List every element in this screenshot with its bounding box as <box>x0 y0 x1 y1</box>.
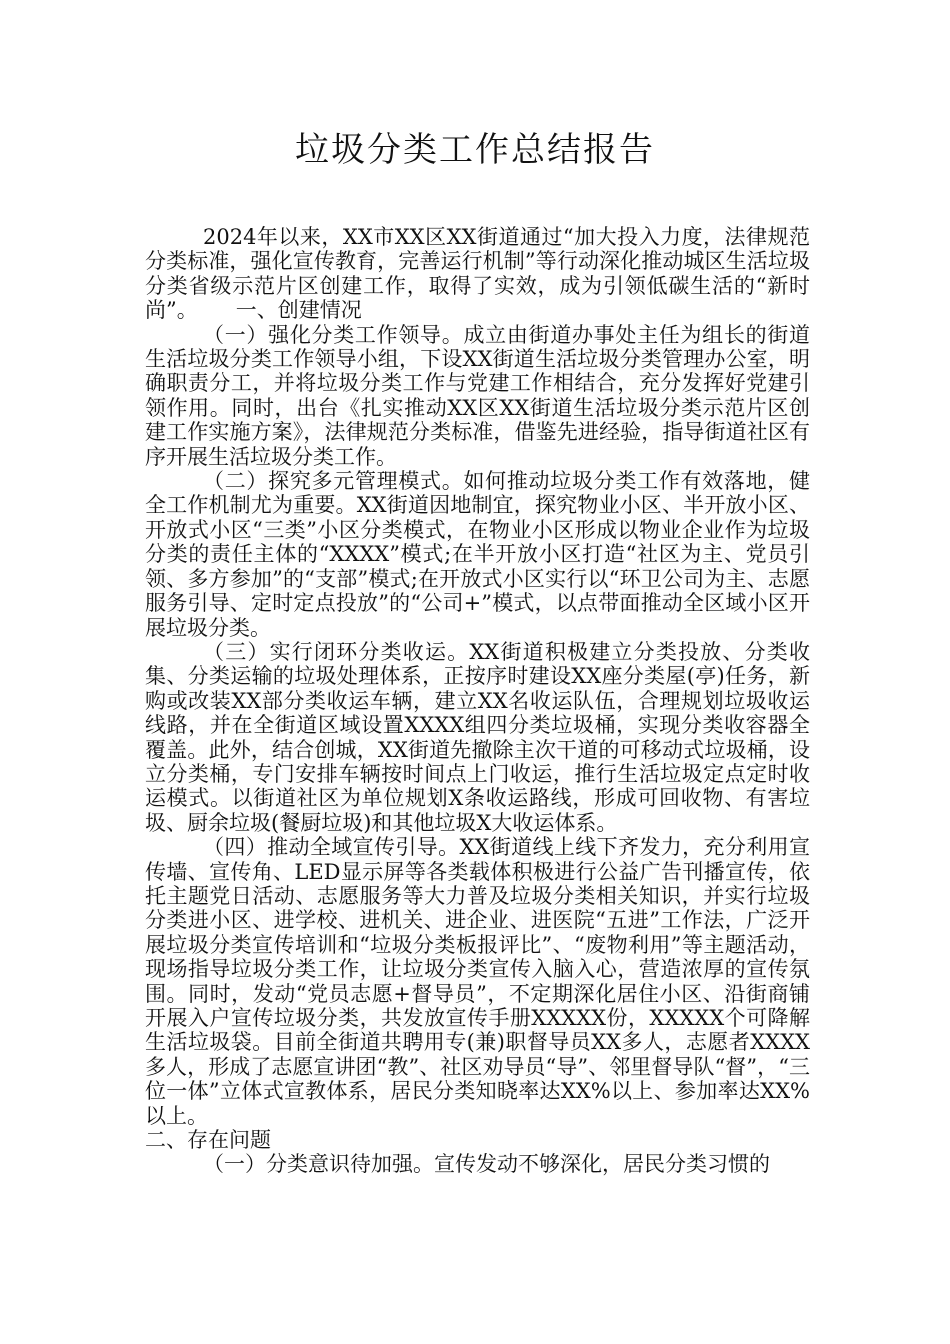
paragraph-management-mode: （二）探究多元管理模式。如何推动垃圾分类工作有效落地，健全工作机制尤为重要。XX街道因地制宜，探究物业小区、半开放小区、开放式小区“三类”小区分类模式，在物业小区形成以物业企业作为垃圾分类的责任主体的“XXXX”模式;在半开放小区打造“社区为主、党员引领、多方参加”的“支部”模式;在开放式小区实行以“环卫公司为主、志愿服务引导、定时定点投放”的“公司+”模式，以点带面推动全区域小区开展垃圾分类。 <box>145 469 810 640</box>
paragraph-leadership: （一）强化分类工作领导。成立由街道办事处主任为组长的街道生活垃圾分类工作领导小组，下设XX街道生活垃圾分类管理办公室，明确职责分工，并将垃圾分类工作与党建工作相结合，充分发挥好党建引领作用。同时，出台《扎实推动XX区XX街道生活垃圾分类示范片区创建工作实施方案》，法律规范分类标准，借鉴先进经验，指导街道社区有序开展生活垃圾分类工作。 <box>145 322 810 469</box>
document-body <box>145 225 810 1177</box>
section-heading-creation: 一、创建情况 <box>235 298 362 323</box>
intro-text: 2024年以来，XX市XX区XX街道通过“加大投入力度，法律规范分类标准，强化宣传教育，完善运行机制”等行动深化推动城区生活垃圾分类省级示范片区创建工作，取得了实效，成为引领低碳生活的“新时尚”。 <box>145 225 810 323</box>
document-title: 垃圾分类工作总结报告 <box>295 130 655 170</box>
intro-paragraph <box>145 225 810 323</box>
section-heading-problems: 二、存在问题 <box>145 1128 271 1153</box>
paragraph-closed-loop-transport: （三）实行闭环分类收运。XX街道积极建立分类投放、分类收集、分类运输的垃圾处理体系，正按序时建设XX座分类屋(亭)任务，新购或改装XX部分类收运车辆，建立XX名收运队伍，合理规划垃圾收运线路，并在全街道区域设置XXXX组四分类垃圾桶，实现分类收容器全覆盖。此外，结合创城，XX街道先撤除主次干道的可移动式垃圾桶，设立分类桶，专门安排车辆按时间点上门收运，推行生活垃圾定点定时收运模式。以街道社区为单位规划X条收运路线，形成可回收物、有害垃圾、厨余垃圾(餐厨垃圾)和其他垃圾X大收运体系。 <box>145 639 810 835</box>
paragraph-publicity: （四）推动全域宣传引导。XX街道线上线下齐发力，充分利用宣传墙、宣传角、LED显示屏等各类载体积极进行公益广告刊播宣传，依托主题党日活动、志愿服务等大力普及垃圾分类相关知识，并实行垃圾分类进小区、进学校、进机关、进企业、进医院“五进”工作法，广泛开展垃圾分类宣传培训和“垃圾分类板报评比”、“废物利用”等主题活动，现场指导垃圾分类工作，让垃圾分类宣传入脑入心，营造浓厚的宣传氛围。同时，发动“党员志愿+督导员”，不定期深化居住小区、沿街商铺开展入户宣传垃圾分类，共发放宣传手册XXXXX份，XXXXX个可降解生活垃圾袋。目前全街道共聘用专(兼)职督导员XX多人，志愿者XXXX多人，形成了志愿宣讲团“教”、社区劝导员“导”、邻里督导队“督”，“三位一体”立体式宣教体系，居民分类知晓率达XX%以上、参加率达XX%以上。 <box>145 835 810 1128</box>
paragraph-awareness: （一）分类意识待加强。宣传发动不够深化，居民分类习惯的 <box>203 1152 770 1177</box>
